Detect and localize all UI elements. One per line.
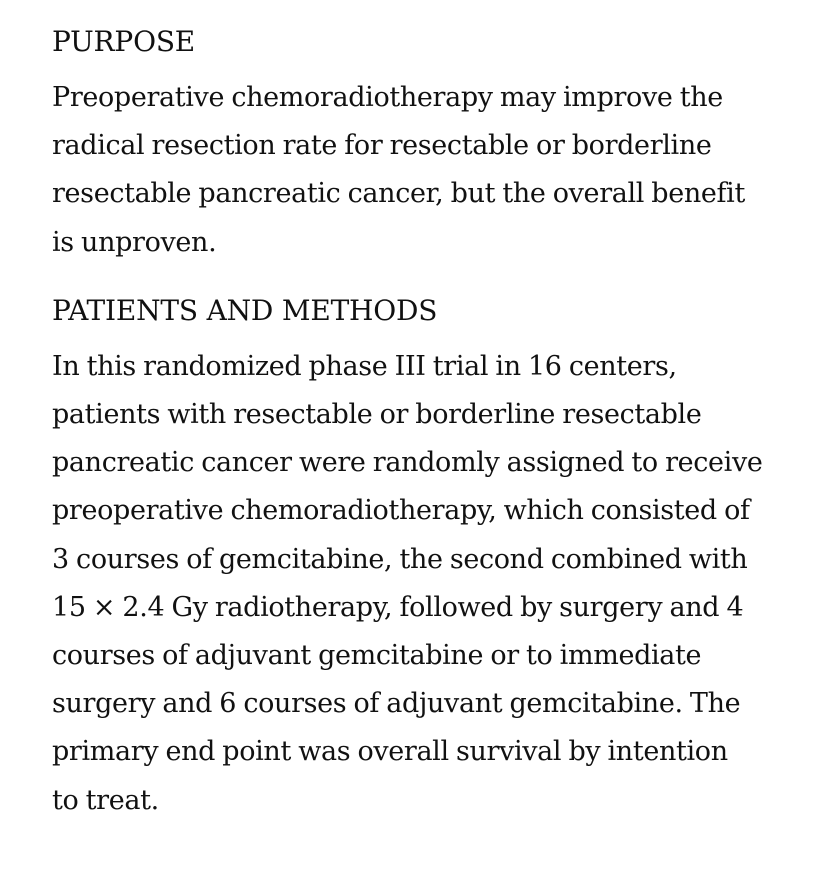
purpose-paragraph	[52, 74, 820, 267]
paragraph-line: pancreatic cancer were randomly assigned to receive	[52, 447, 763, 479]
paragraph-line: courses of adjuvant gemcitabine or to immediate	[52, 640, 702, 672]
paragraph-line: In this randomized phase III trial in 16 centers,	[52, 350, 677, 382]
paragraph-line: Preoperative chemoradiotherapy may improve the	[52, 82, 723, 113]
abstract-document	[52, 22, 820, 825]
paragraph-line: patients with resectable or borderline resectable	[52, 399, 702, 431]
purpose-heading: PURPOSE	[52, 25, 196, 58]
paragraph-line: 15 × 2.4 Gy radiotherapy, followed by surgery and 4	[52, 591, 744, 623]
patients-and-methods-paragraph	[52, 343, 820, 825]
paragraph-line: primary end point was overall survival by intention	[52, 736, 728, 768]
paragraph-line: to treat.	[52, 784, 159, 816]
paragraph-line: preoperative chemoradiotherapy, which consisted of	[52, 495, 750, 527]
patients-and-methods-heading: PATIENTS AND METHODS	[52, 293, 438, 327]
paragraph-line: is unproven.	[52, 226, 217, 258]
paragraph-line: surgery and 6 courses of adjuvant gemcitabine. The	[52, 688, 741, 720]
paragraph-line: radical resection rate for resectable or borderline	[52, 130, 712, 162]
paragraph-line: resectable pancreatic cancer, but the overall benefit	[52, 178, 745, 210]
paragraph-line: 3 courses of gemcitabine, the second combined with	[52, 543, 748, 575]
